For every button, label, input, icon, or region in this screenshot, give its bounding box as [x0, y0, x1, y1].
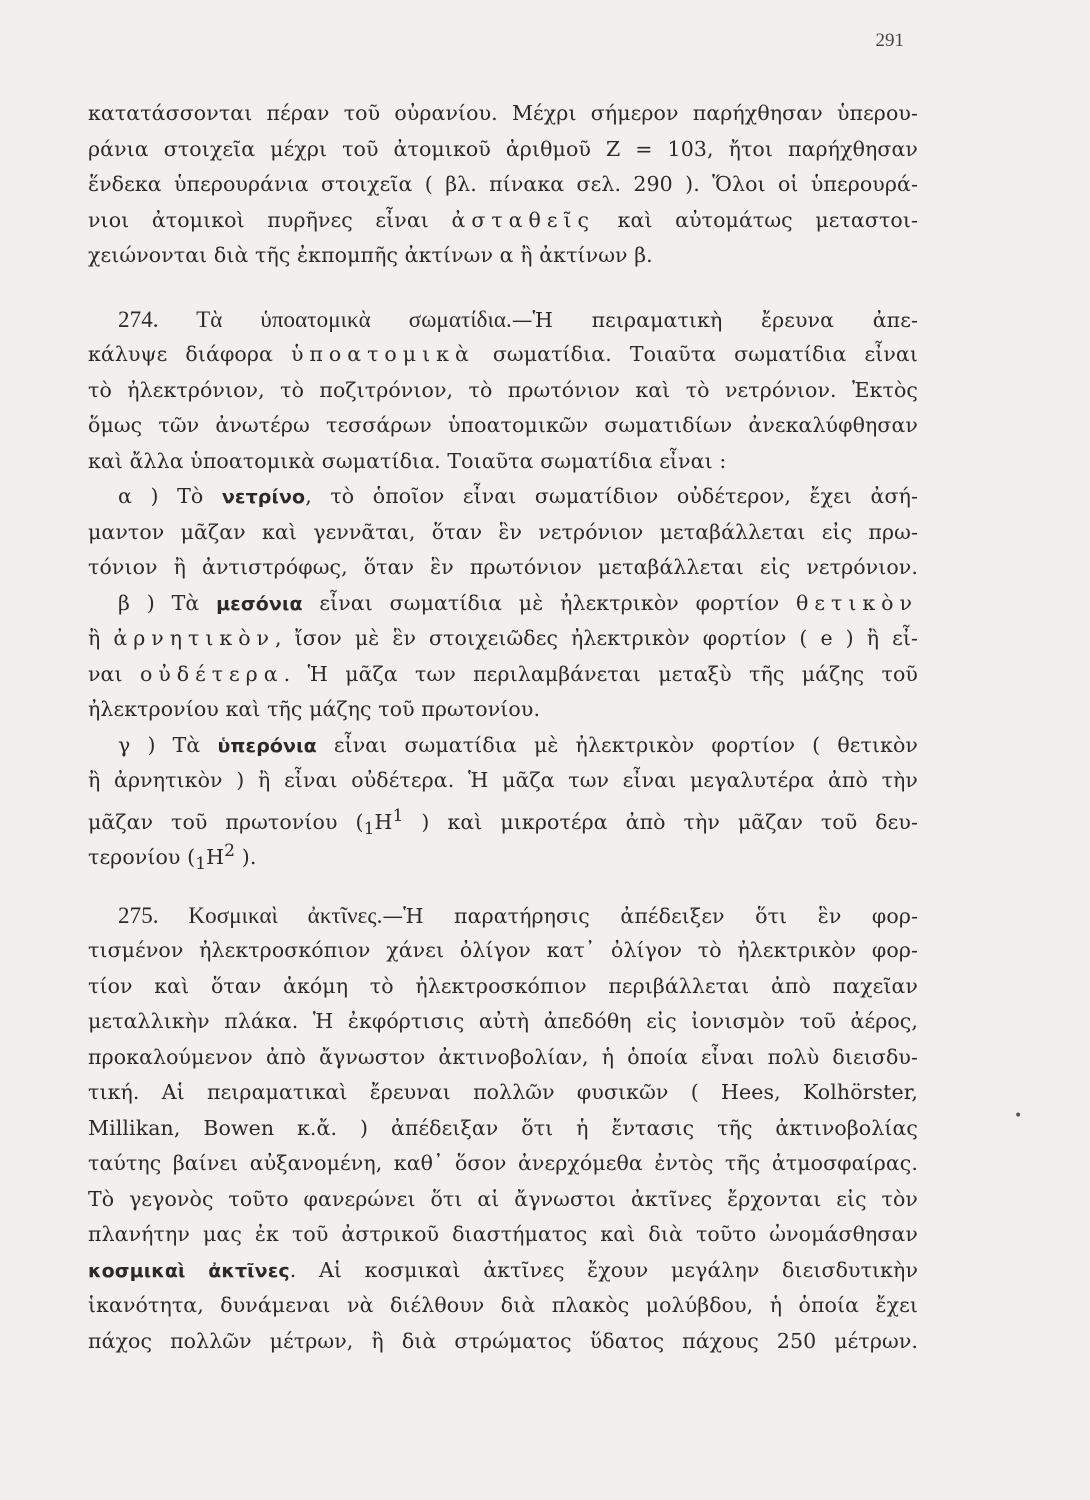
body-text [88, 96, 918, 1359]
text-line: ἕνδεκα ὑπερουράνια στοιχεῖα ( βλ. πίνακα σελ. 290 ). Ὅλοι οἱ ὑπερουρά- [88, 172, 918, 196]
text-line: τερονίου ($_1H^2$ ). [88, 841, 257, 874]
list-item-hyperons: γ ) Τὰ ὑπερόνια εἶναι σωματίδια μὲ ἠλεκτρικὸν φορτίον ( θετικὸν [118, 732, 918, 757]
text-line: μᾶζαν τοῦ πρωτονίου ($_1H^1$ ) καὶ μικροτέρα ἀπὸ τὴν μᾶζαν τοῦ δευ- [88, 805, 918, 839]
spaced-emphasis: ὑποατομικὰ [290, 342, 475, 366]
text-line: ἢ ἀρνητικὸν ) ἢ εἶναι οὐδέτερα. Ἡ μᾶζα των εἶναι μεγαλυτέρα ἀπὸ τὴν [88, 768, 918, 792]
bold-term: μεσόνια [216, 592, 303, 615]
text-line: κοσμικαὶ ἀκτῖνες. Αἱ κοσμικαὶ ἀκτῖνες ἔχουν μεγάλην διεισδυτικὴν [88, 1257, 919, 1282]
section-heading: 275. Κοσμικαὶ ἀκτῖνες. [118, 902, 383, 928]
bold-term: ὑπερόνια [217, 734, 317, 757]
text-line: μεταλλικὴν πλάκα. Ἡ ἐκφόρτισις αὐτὴ ἀπεδόθη εἰς ἰονισμὸν τοῦ ἀέρος, [88, 1009, 918, 1033]
text-line: πλανήτην μας ἐκ τοῦ ἀστρικοῦ διαστήματος καὶ διὰ τοῦτο ὠνομάσθησαν [88, 1222, 918, 1246]
text-line: ράνια στοιχεῖα μέχρι τοῦ ἀτομικοῦ ἀριθμοῦ Ζ = 103, ἤτοι παρήχθησαν [88, 136, 918, 161]
margin-dot-mark: • [1014, 1108, 1023, 1124]
text-line: καὶ ἄλλα ὑποατομικὰ σωματίδια. Τοιαῦτα σωματίδια εἶναι : [88, 448, 727, 473]
section-heading: 274. Τὰ ὑποατομικὰ σωματίδια. [118, 306, 512, 332]
spaced-emphasis: ἀρνητικὸν [113, 626, 276, 650]
list-item-neutrino: α ) Τὸ νετρίνο, τὸ ὁποῖον εἶναι σωματίδιον οὐδέτερον, ἔχει ἀσή- [118, 484, 918, 508]
text-line: νιοι ἀτομικοὶ πυρῆνες εἶναι ἀσταθεῖς καὶ αὐτομάτως μεταστοι- [88, 207, 918, 232]
text-line: ἠλεκτρονίου καὶ τῆς μάζης τοῦ πρωτονίου. [88, 697, 541, 721]
text-line: τὸ ἠλεκτρόνιον, τὸ ποζιτρόνιον, τὸ πρωτόνιον καὶ τὸ νετρόνιον. Ἐκτὸς [88, 377, 918, 402]
section-274-heading-line: 274. Τὰ ὑποατομικὰ σωματίδια.—Ἡ πειραματικὴ ἔρευνα ἀπε- [118, 306, 918, 332]
text-line: τόνιον ἢ ἀντιστρόφως, ὅταν ἓν πρωτόνιον μεταβάλλεται εἰς νετρόνιον. [88, 555, 918, 579]
text-line: ναι οὐδέτερα. Ἡ μᾶζα των περιλαμβάνεται μεταξὺ τῆς μάζης τοῦ [88, 661, 918, 686]
text-line: Τὸ γεγονὸς τοῦτο φανερώνει ὅτι αἱ ἄγνωστοι ἀκτῖνες ἔρχονται εἰς τὸν [88, 1186, 918, 1211]
text-line: πάχος πολλῶν μέτρων, ἢ διὰ στρώματος ὕδατος πάχους 250 μέτρων. [88, 1328, 918, 1353]
text-line: κατατάσσονται πέραν τοῦ οὐρανίου. Μέχρι σήμερον παρήχθησαν ὑπερου- [88, 101, 918, 125]
text-line: προκαλούμενον ἀπὸ ἄγνωστον ἀκτινοβολίαν, ἡ ὁποία εἶναι πολὺ διεισδυ- [88, 1044, 918, 1069]
text-line: μαντον μᾶζαν καὶ γεννᾶται, ὅταν ἓν νετρόνιον μεταβάλλεται εἰς πρω- [88, 519, 918, 544]
spaced-emphasis: οὐδέτερα [139, 661, 284, 686]
text-line: ταύτης βαίνει αὐξανομένη, καθ᾽ ὅσον ἀνερχόμεθα ἐντὸς τῆς ἀτμοσφαίρας. [88, 1151, 918, 1175]
text-line: κάλυψε διάφορα ὑποατομικὰ σωματίδια. Τοιαῦτα σωματίδια εἶναι [88, 342, 918, 366]
text-line: ἢ ἀρνητικὸν, ἴσον μὲ ἓν στοιχειῶδες ἠλεκτρικὸν φορτίον ( e ) ἢ εἶ- [88, 626, 919, 650]
text-line: τίον καὶ ὅταν ἀκόμη τὸ ἠλεκτροσκόπιον περιβάλλεται ἀπὸ παχεῖαν [88, 973, 918, 998]
bold-term: κοσμικαὶ ἀκτῖνες [88, 1259, 290, 1282]
text-line: Millikan, Bowen κ.ἄ. ) ἀπέδειξαν ὅτι ἡ ἔντασις τῆς ἀκτινοβολίας [88, 1115, 918, 1140]
text-line: ὅμως τῶν ἀνωτέρω τεσσάρων ὑποατομικῶν σωματιδίων ἀνεκαλύφθησαν [88, 413, 918, 437]
spaced-emphasis: θετικὸν [796, 590, 918, 615]
text-line: ἱκανότητα, δυνάμεναι νὰ διέλθουν διὰ πλακὸς μολύβδου, ἡ ὁποία ἔχει [88, 1293, 918, 1317]
list-item-mesons: β ) Τὰ μεσόνια εἶναι σωματίδια μὲ ἠλεκτρικὸν φορτίον θετικὸν [118, 590, 918, 615]
text-line: τική. Αἱ πειραματικαὶ ἔρευναι πολλῶν φυσικῶν ( Hees, Kolhörster, [88, 1080, 918, 1104]
section-275-heading-line: 275. Κοσμικαὶ ἀκτῖνες.—Ἡ παρατήρησις ἀπέδειξεν ὅτι ἓν φορ- [118, 902, 919, 928]
spaced-emphasis: ἀσταθεῖς [451, 207, 596, 232]
text-line: τισμένον ἠλεκτροσκόπιον χάνει ὀλίγον κατ᾽ ὀλίγον τὸ ἠλεκτρικὸν φορ- [88, 938, 918, 962]
bold-term: νετρίνο [221, 486, 306, 508]
text-line: χειώνονται διὰ τῆς ἐκπομπῆς ἀκτίνων α ἢ ἀκτίνων β. [88, 243, 653, 267]
page-number: 291 [875, 30, 904, 51]
